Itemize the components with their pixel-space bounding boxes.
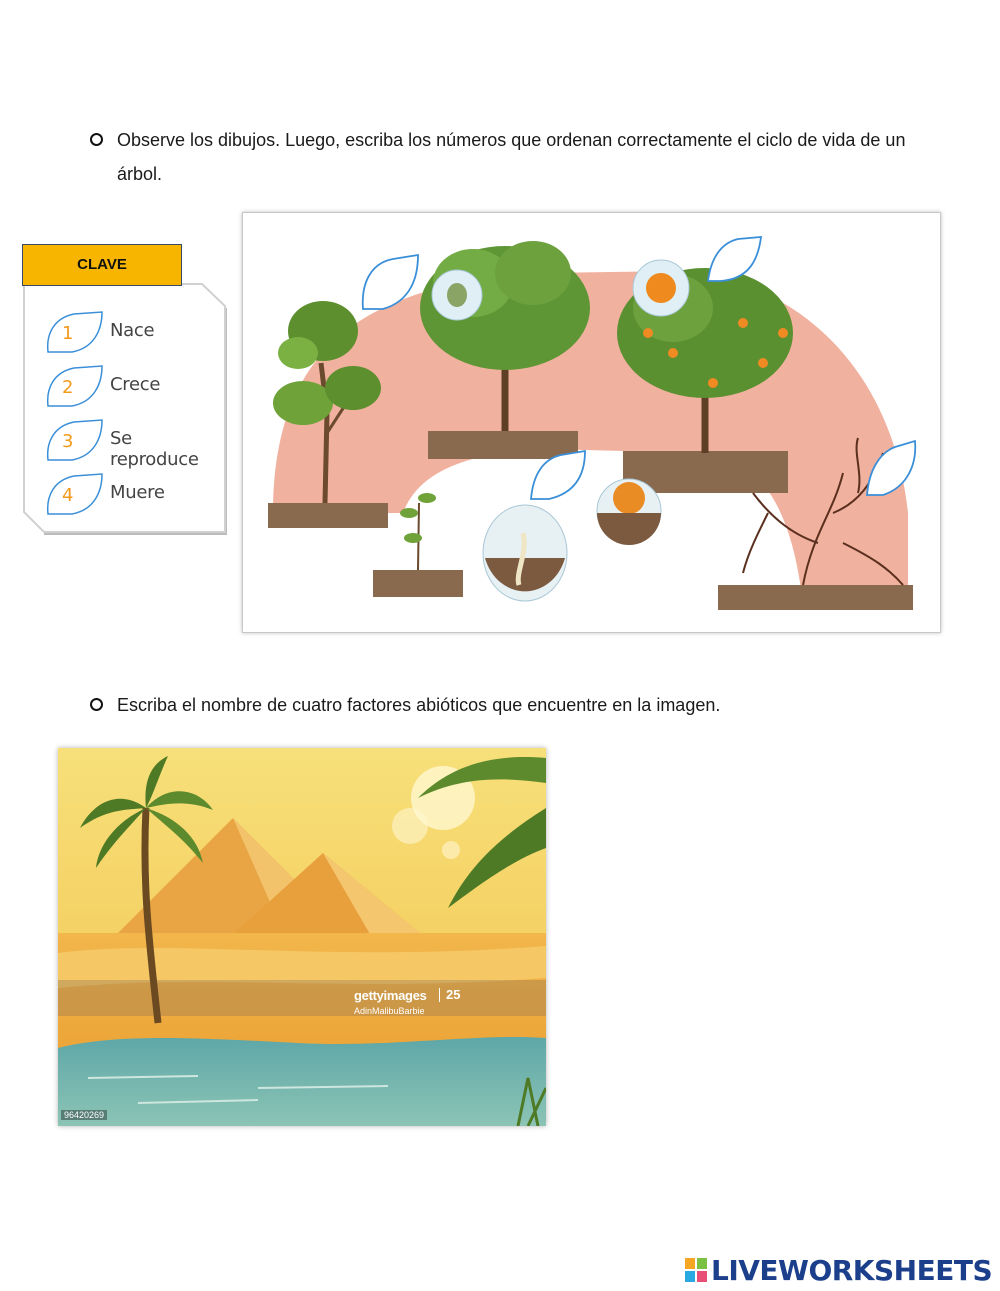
leaf-icon <box>44 362 104 410</box>
legend-item <box>44 416 224 470</box>
legend-item <box>44 470 224 518</box>
legend-item <box>44 362 224 410</box>
bullet-icon <box>90 698 103 711</box>
legend-number: 1 <box>62 323 74 344</box>
leaf-icon <box>44 416 104 464</box>
image-id: 96420269 <box>61 1110 107 1120</box>
legend-label: Crece <box>110 374 161 395</box>
life-cycle-drawing <box>243 213 940 632</box>
logo-badge-icon <box>685 1258 707 1282</box>
legend-label: Nace <box>110 320 155 341</box>
tree-life-cycle-illustration <box>242 212 941 633</box>
question-2 <box>90 688 930 722</box>
question-2-text: Escriba el nombre de cuatro factores abióticos que encuentre en la imagen. <box>117 695 721 715</box>
desert-drawing <box>58 748 546 1126</box>
question-1 <box>90 123 930 191</box>
leaf-icon <box>44 308 104 356</box>
liveworksheets-logo <box>685 1254 993 1287</box>
legend-number: 3 <box>62 431 74 452</box>
watermark-credit: AdinMalibuBarbie <box>354 1006 425 1016</box>
question-1-text: Observe los dibujos. Luego, escriba los números que ordenan correctamente el ciclo de vida de un árbol. <box>117 130 906 184</box>
answer-leaf-icon[interactable] <box>708 237 761 281</box>
soil-slab <box>268 503 388 528</box>
soil-slab <box>718 585 913 610</box>
oasis-water <box>58 1037 546 1126</box>
legend-label: Muere <box>110 482 165 503</box>
watermark-divider <box>439 988 440 1002</box>
watermark-brand: gettyimages <box>354 988 427 1003</box>
legend-number: 4 <box>62 485 74 506</box>
watermark-years: 25 <box>446 987 461 1002</box>
logo-text: LIVEWORKSHEETS <box>711 1254 993 1287</box>
bullet-icon <box>90 133 103 146</box>
soil-slab <box>428 431 578 459</box>
legend-item <box>44 308 224 356</box>
legend-title: CLAVE <box>22 244 182 286</box>
leaf-icon <box>44 470 104 518</box>
legend-number: 2 <box>62 377 74 398</box>
legend-key <box>22 244 227 538</box>
cycle-arc <box>273 271 908 605</box>
soil-slab <box>373 570 463 597</box>
desert-oasis-image <box>58 748 546 1126</box>
legend-label: Se reproduce <box>110 428 199 470</box>
